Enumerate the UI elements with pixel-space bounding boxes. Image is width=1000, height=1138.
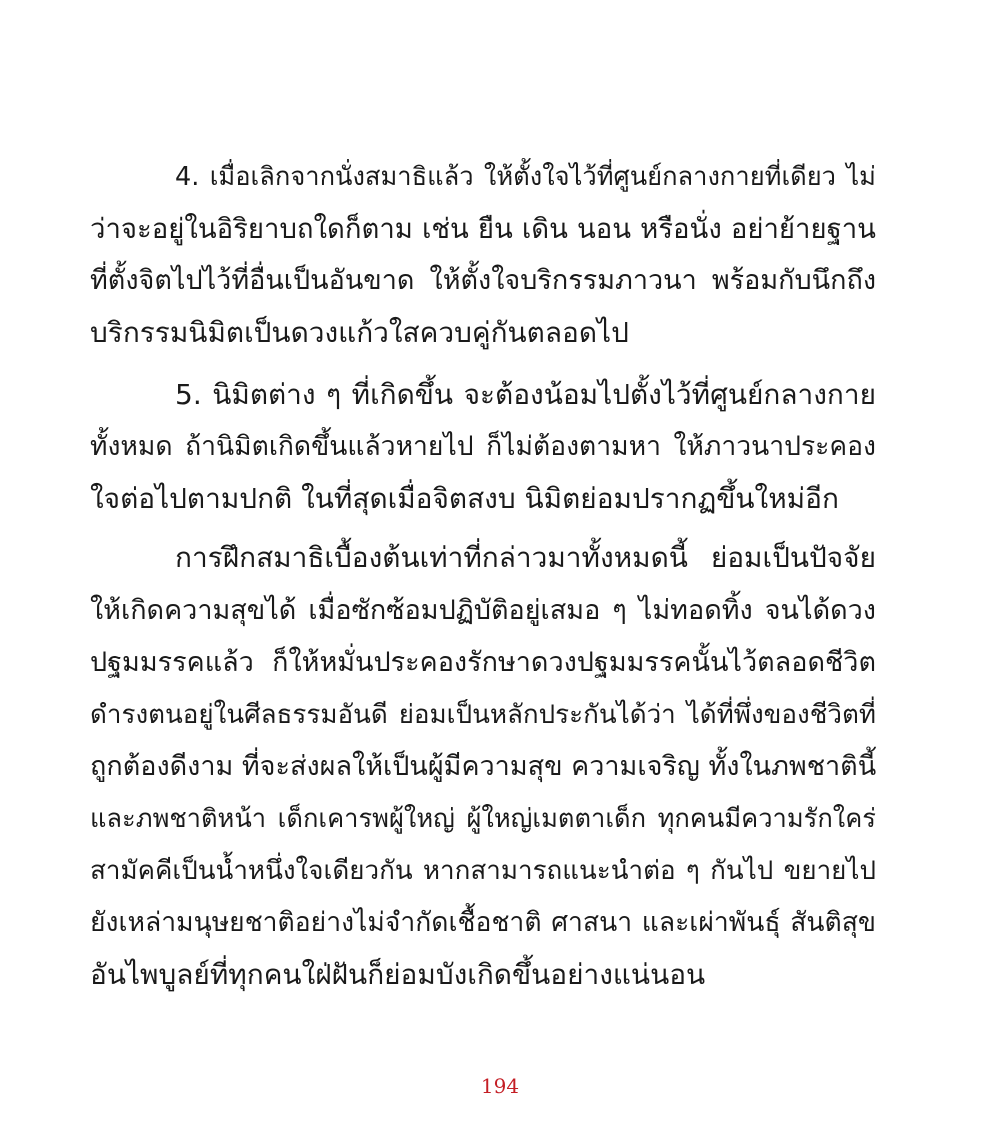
paragraph-4-line-4: บริกรรมนิมิตเป็นดวงแก้วใสควบคู่กันตลอดไป bbox=[90, 316, 629, 349]
paragraph-6-line-4: ดำรงตนอยู่ในศีลธรรมอันดี ย่อมเป็นหลักประกันได้ว่า ได้ที่พึ่งของชีวิตที่ bbox=[90, 700, 876, 730]
paragraph-6-line-6: และภพชาติหน้า เด็กเคารพผู้ใหญ่ ผู้ใหญ่เมตตาเด็ก ทุกคนมีความรักใคร่ bbox=[90, 804, 876, 834]
paragraph-6-line-7: สามัคคีเป็นน้ำหนึ่งใจเดียวกัน หากสามารถแนะนำต่อ ๆ กันไป ขยายไป bbox=[90, 856, 876, 886]
paragraph-6-line-5: ถูกต้องดีงาม ที่จะส่งผลให้เป็นผู้มีความสุข ความเจริญ ทั้งในภพชาตินี้ bbox=[90, 751, 877, 782]
paragraph-4-line-1: 4. เมื่อเลิกจากนั่งสมาธิแล้ว ให้ตั้งใจไว้ที่ศูนย์กลางกายที่เดียว ไม่ bbox=[175, 162, 876, 192]
paragraph-6-line-3: ปฐมมรรคแล้ว ก็ให้หมั่นประคองรักษาดวงปฐมมรรคนั้นไว้ตลอดชีวิต bbox=[90, 647, 876, 678]
paragraph-5-line-1: 5. นิมิตต่าง ๆ ที่เกิดขึ้น จะต้องน้อมไปตั้งไว้ที่ศูนย์กลางกาย bbox=[175, 378, 876, 411]
paragraph-6-line-8: ยังเหล่ามนุษยชาติอย่างไม่จำกัดเชื้อชาติ ศาสนา และเผ่าพันธุ์ สันติสุข bbox=[90, 907, 876, 938]
paragraph-6-line-2: ให้เกิดความสุขได้ เมื่อซักซ้อมปฏิบัติอยู่เสมอ ๆ ไม่ทอดทิ้ง จนได้ดวง bbox=[90, 595, 876, 626]
paragraph-6-line-9: อันไพบูลย์ที่ทุกคนใฝ่ฝันก็ย่อมบังเกิดขึ้นอย่างแน่นอน bbox=[90, 958, 706, 991]
paragraph-5-line-2: ทั้งหมด ถ้านิมิตเกิดขึ้นแล้วหายไป ก็ไม่ต้องตามหา ให้ภาวนาประคอง bbox=[90, 431, 876, 462]
paragraph-5-line-3: ใจต่อไปตามปกติ ในที่สุดเมื่อจิตสงบ นิมิตย่อมปรากฏขึ้นใหม่อีก bbox=[90, 482, 839, 515]
paragraph-4-line-2: ว่าจะอยู่ในอิริยาบถใดก็ตาม เช่น ยืน เดิน นอน หรือนั่ง อย่าย้ายฐาน bbox=[90, 213, 876, 245]
paragraph-6-line-1: การฝึกสมาธิเบื้องต้นเท่าที่กล่าวมาทั้งหมดนี้ ย่อมเป็นปัจจัย bbox=[175, 541, 876, 574]
paragraph-4-line-3: ที่ตั้งจิตไปไว้ที่อื่นเป็นอันขาด ให้ตั้งใจบริกรรมภาวนา พร้อมกับนึกถึง bbox=[90, 265, 876, 296]
page-number: 194 bbox=[480, 1074, 520, 1098]
